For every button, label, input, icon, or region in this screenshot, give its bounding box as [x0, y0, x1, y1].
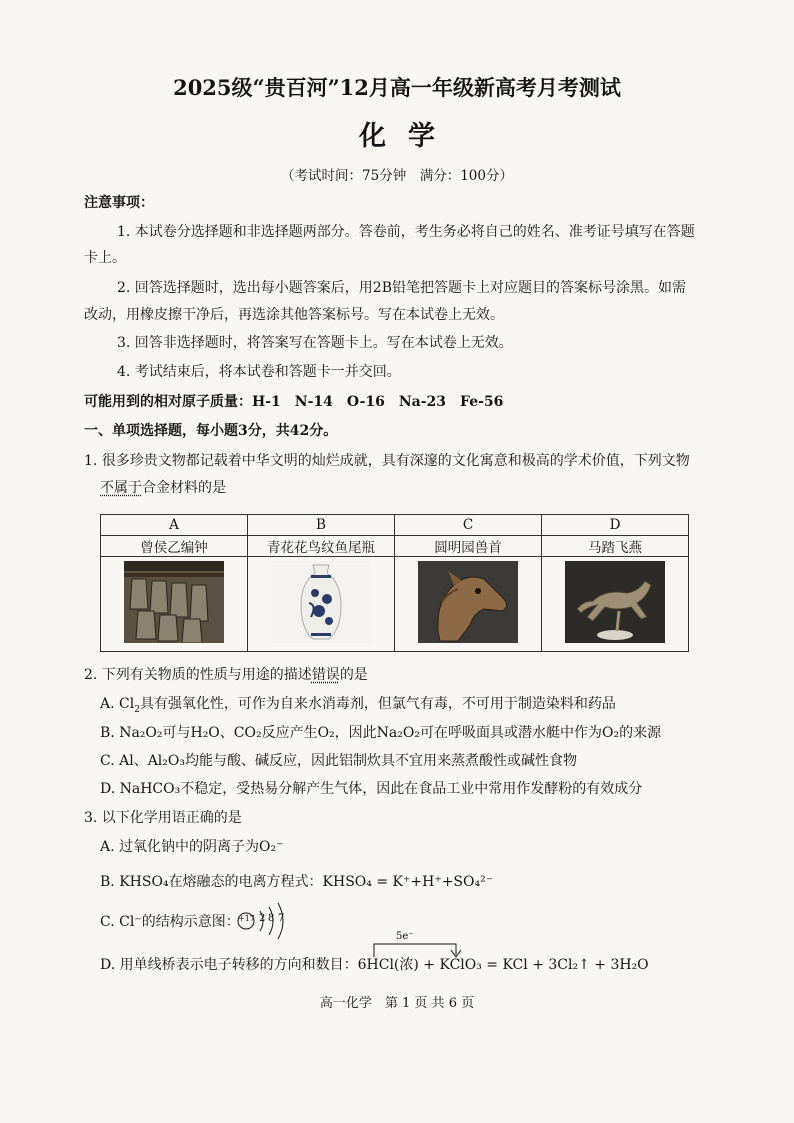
q3-stem: 3. 以下化学用语正确的是: [84, 810, 242, 826]
q2-emphasis: 错误: [311, 667, 340, 683]
q1-letter-a: A: [101, 515, 248, 536]
page-footer: 高一化学 第 1 页 共 6 页: [319, 996, 475, 1011]
note-1-line-1: 1. 本试卷分选择题和非选择题两部分。答卷前，考生务必将自己的姓名、准考证号填写在答题: [117, 224, 695, 240]
q1-letter-d: D: [542, 515, 689, 536]
q1-stem-rest: 合金材料的是: [142, 480, 226, 496]
q1-letter-b: B: [248, 515, 395, 536]
q3-option-b: [100, 872, 493, 892]
q1-options-table: [100, 514, 689, 652]
notes-heading: 注意事项：: [84, 195, 154, 211]
q2-option-d: D. NaHCO₃不稳定，受热易分解产生气体，因此在食品工业中常用作发酵粉的有效成分: [100, 781, 643, 797]
subject-title: 化学: [359, 121, 457, 152]
atomic-mass-line: 可能用到的相对原子质量：H-1 N-14 O-16 Na-23 Fe-56: [84, 394, 504, 410]
electron-transfer-label: 5e⁻: [396, 931, 414, 942]
note-4: 4. 考试结束后，将本试卷和答题卡一并交回。: [117, 364, 401, 380]
note-2-line-2: 改动，用橡皮擦干净后，再选涂其他答案标号。写在本试卷上无效。: [84, 307, 504, 323]
chloride-structure-diagram: [236, 899, 302, 943]
note-2-line-1: 2. 回答选择题时，选出每小题答案后，用2B铅笔把答题卡上对应题目的答案标号涂黑。如需: [117, 280, 687, 296]
q2-a-pre: A. Cl: [100, 696, 135, 712]
q3-d-pre: D. 用单线桥表示电子转移的方向和数目：: [100, 957, 358, 973]
horse-head-image: [418, 561, 518, 643]
q2-option-b: B. Na₂O₂可与H₂O、CO₂反应产生O₂，因此Na₂O₂可在呼吸面具或潜水艇中作为O₂的来源: [100, 725, 662, 741]
note-3: 3. 回答非选择题时，将答案写在答题卡上。写在本试卷上无效。: [117, 335, 513, 351]
q3-option-d: [100, 955, 649, 975]
nucleus-charge: +17: [238, 914, 255, 923]
q3-option-a: A. 过氧化钠中的阴离子为O₂⁻: [100, 839, 284, 855]
q2-option-c: C. Al、Al₂O₃均能与酸、碱反应，因此铝制炊具不宜用来蒸煮酸性或碱性食物: [100, 753, 577, 769]
q1-letter-c: C: [395, 515, 542, 536]
q1-stem-line-1: 1. 很多珍贵文物都记载着中华文明的灿烂成就，具有深邃的文化寓意和极高的学术价值，下列文物: [84, 453, 690, 469]
q1-name-a: 曾侯乙编钟: [101, 536, 248, 557]
q1-name-c: 圆明园兽首: [395, 536, 542, 557]
q1-name-b: 青花花鸟纹鱼尾瓶: [248, 536, 395, 557]
q3-option-c: C. Cl⁻的结构示意图：: [100, 914, 240, 930]
q1-name-d: 马踏飞燕: [542, 536, 689, 557]
shell-2-count: 8: [268, 913, 275, 924]
q2-a-sub: 2: [134, 704, 140, 715]
note-1-line-2: 卡上。: [84, 250, 126, 266]
q3-b-equation: KHSO₄ = K⁺+H⁺+SO₄²⁻: [322, 874, 494, 890]
q3-b-pre: B. KHSO₄在熔融态的电离方程式：: [100, 874, 323, 890]
shell-1-count: 2: [259, 913, 266, 924]
q1-stem-line-2: [100, 478, 226, 498]
vase-image: [271, 561, 371, 643]
q3-d-equation: 6HCl(浓) + KClO₃ = KCl + 3Cl₂↑ + 3H₂O: [357, 957, 649, 973]
q2-a-post: 具有强氧化性，可作为自来水消毒剂，但氯气有毒，不可用于制造染料和药品: [139, 696, 616, 712]
q2-option-a: [100, 694, 616, 720]
q2-stem: [84, 665, 368, 685]
q1-emphasis: 不属于: [100, 480, 142, 496]
q2-stem-end: 的是: [339, 667, 368, 683]
q2-stem-start: 2. 下列有关物质的性质与用途的描述: [84, 667, 312, 683]
exam-title: 2025级“贵百河”12月高一年级新高考月考测试: [173, 75, 621, 100]
section-1-heading: 一、单项选择题，每小题3分，共42分。: [84, 423, 338, 439]
bells-image: [124, 561, 224, 643]
exam-time-info: （考试时间：75分钟 满分：100分）: [281, 168, 513, 184]
flying-horse-image: [565, 561, 665, 643]
shell-3-count: 7: [278, 913, 285, 924]
